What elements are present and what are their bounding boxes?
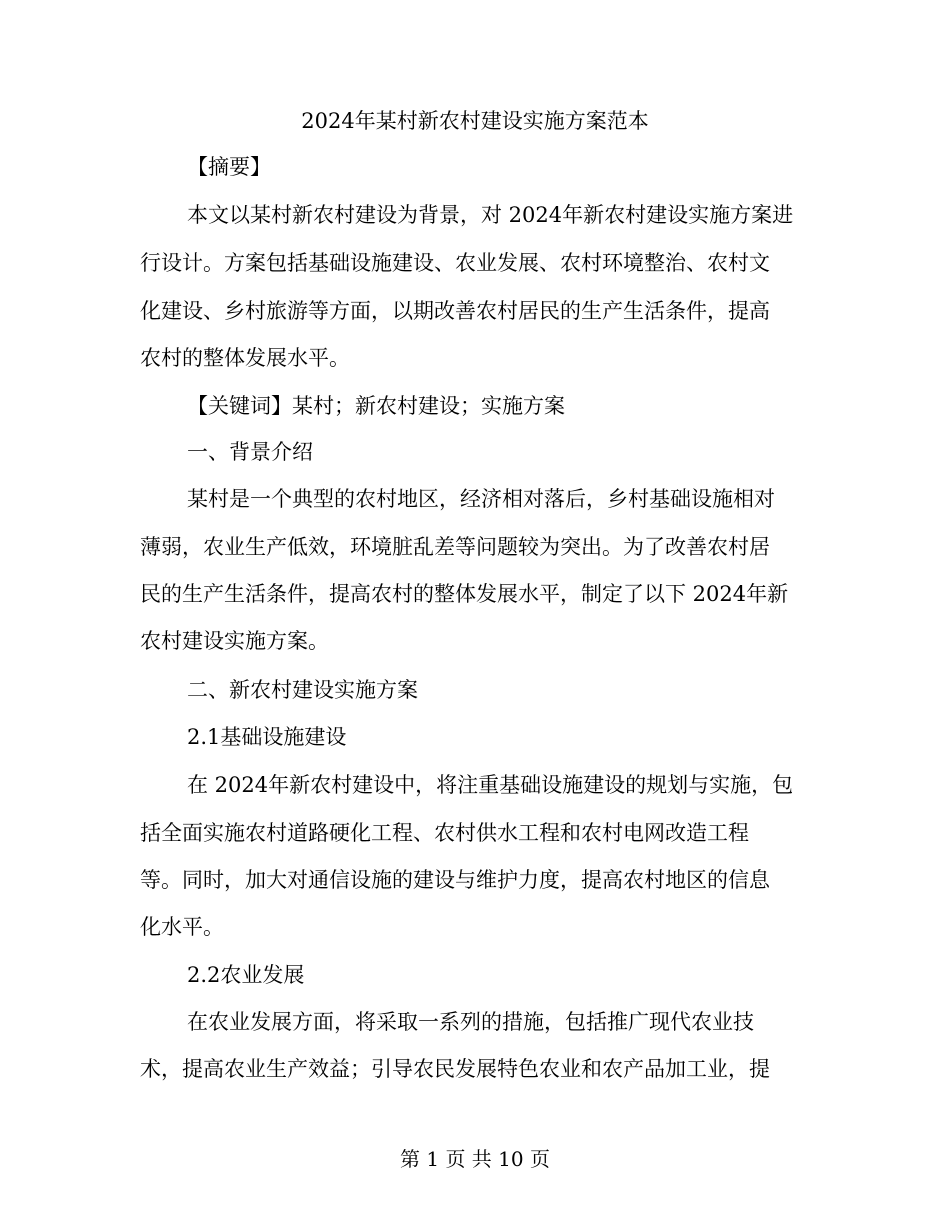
paragraph-line: 某村是一个典型的农村地区，经济相对落后，乡村基础设施相对 (187, 487, 775, 511)
section-heading: 二、新农村建设实施方案 (187, 678, 418, 702)
paragraph-line: 在 2024年新农村建设中，将注重基础设施建设的规划与实施，包 (187, 773, 794, 797)
paragraph-line: 在农业发展方面，将采取一系列的措施，包括推广现代农业技 (187, 1010, 754, 1034)
abstract-line: 农村的整体发展水平。 (140, 346, 350, 370)
abstract-heading: 【摘要】 (187, 155, 271, 179)
document-title: 2024年某村新农村建设实施方案范本 (301, 109, 649, 133)
paragraph-line: 术，提高农业生产效益；引导农民发展特色农业和农产品加工业，提 (140, 1057, 770, 1081)
section-heading: 一、背景介绍 (187, 440, 313, 464)
paragraph-line: 括全面实施农村道路硬化工程、农村供水工程和农村电网改造工程 (140, 821, 749, 845)
paragraph-line: 民的生产生活条件，提高农村的整体发展水平，制定了以下 2024年新 (140, 582, 789, 606)
abstract-line: 本文以某村新农村建设为背景，对 2024年新农村建设实施方案进 (187, 203, 794, 227)
abstract-line: 行设计。方案包括基础设施建设、农业发展、农村环境整治、农村文 (140, 251, 770, 275)
abstract-line: 化建设、乡村旅游等方面，以期改善农村居民的生产生活条件，提高 (140, 299, 770, 323)
paragraph-line: 农村建设实施方案。 (140, 629, 329, 653)
paragraph-line: 等。同时，加大对通信设施的建设与维护力度，提高农村地区的信息 (140, 868, 770, 892)
paragraph-line: 薄弱，农业生产低效，环境脏乱差等问题较为突出。为了改善农村居 (140, 535, 770, 559)
paragraph-line: 化水平。 (140, 915, 224, 939)
page-footer: 第 1 页 共 10 页 (400, 1147, 550, 1171)
subsection-heading: 2.2农业发展 (187, 963, 305, 987)
keywords-line: 【关键词】某村；新农村建设；实施方案 (187, 394, 565, 418)
subsection-heading: 2.1基础设施建设 (187, 725, 347, 749)
